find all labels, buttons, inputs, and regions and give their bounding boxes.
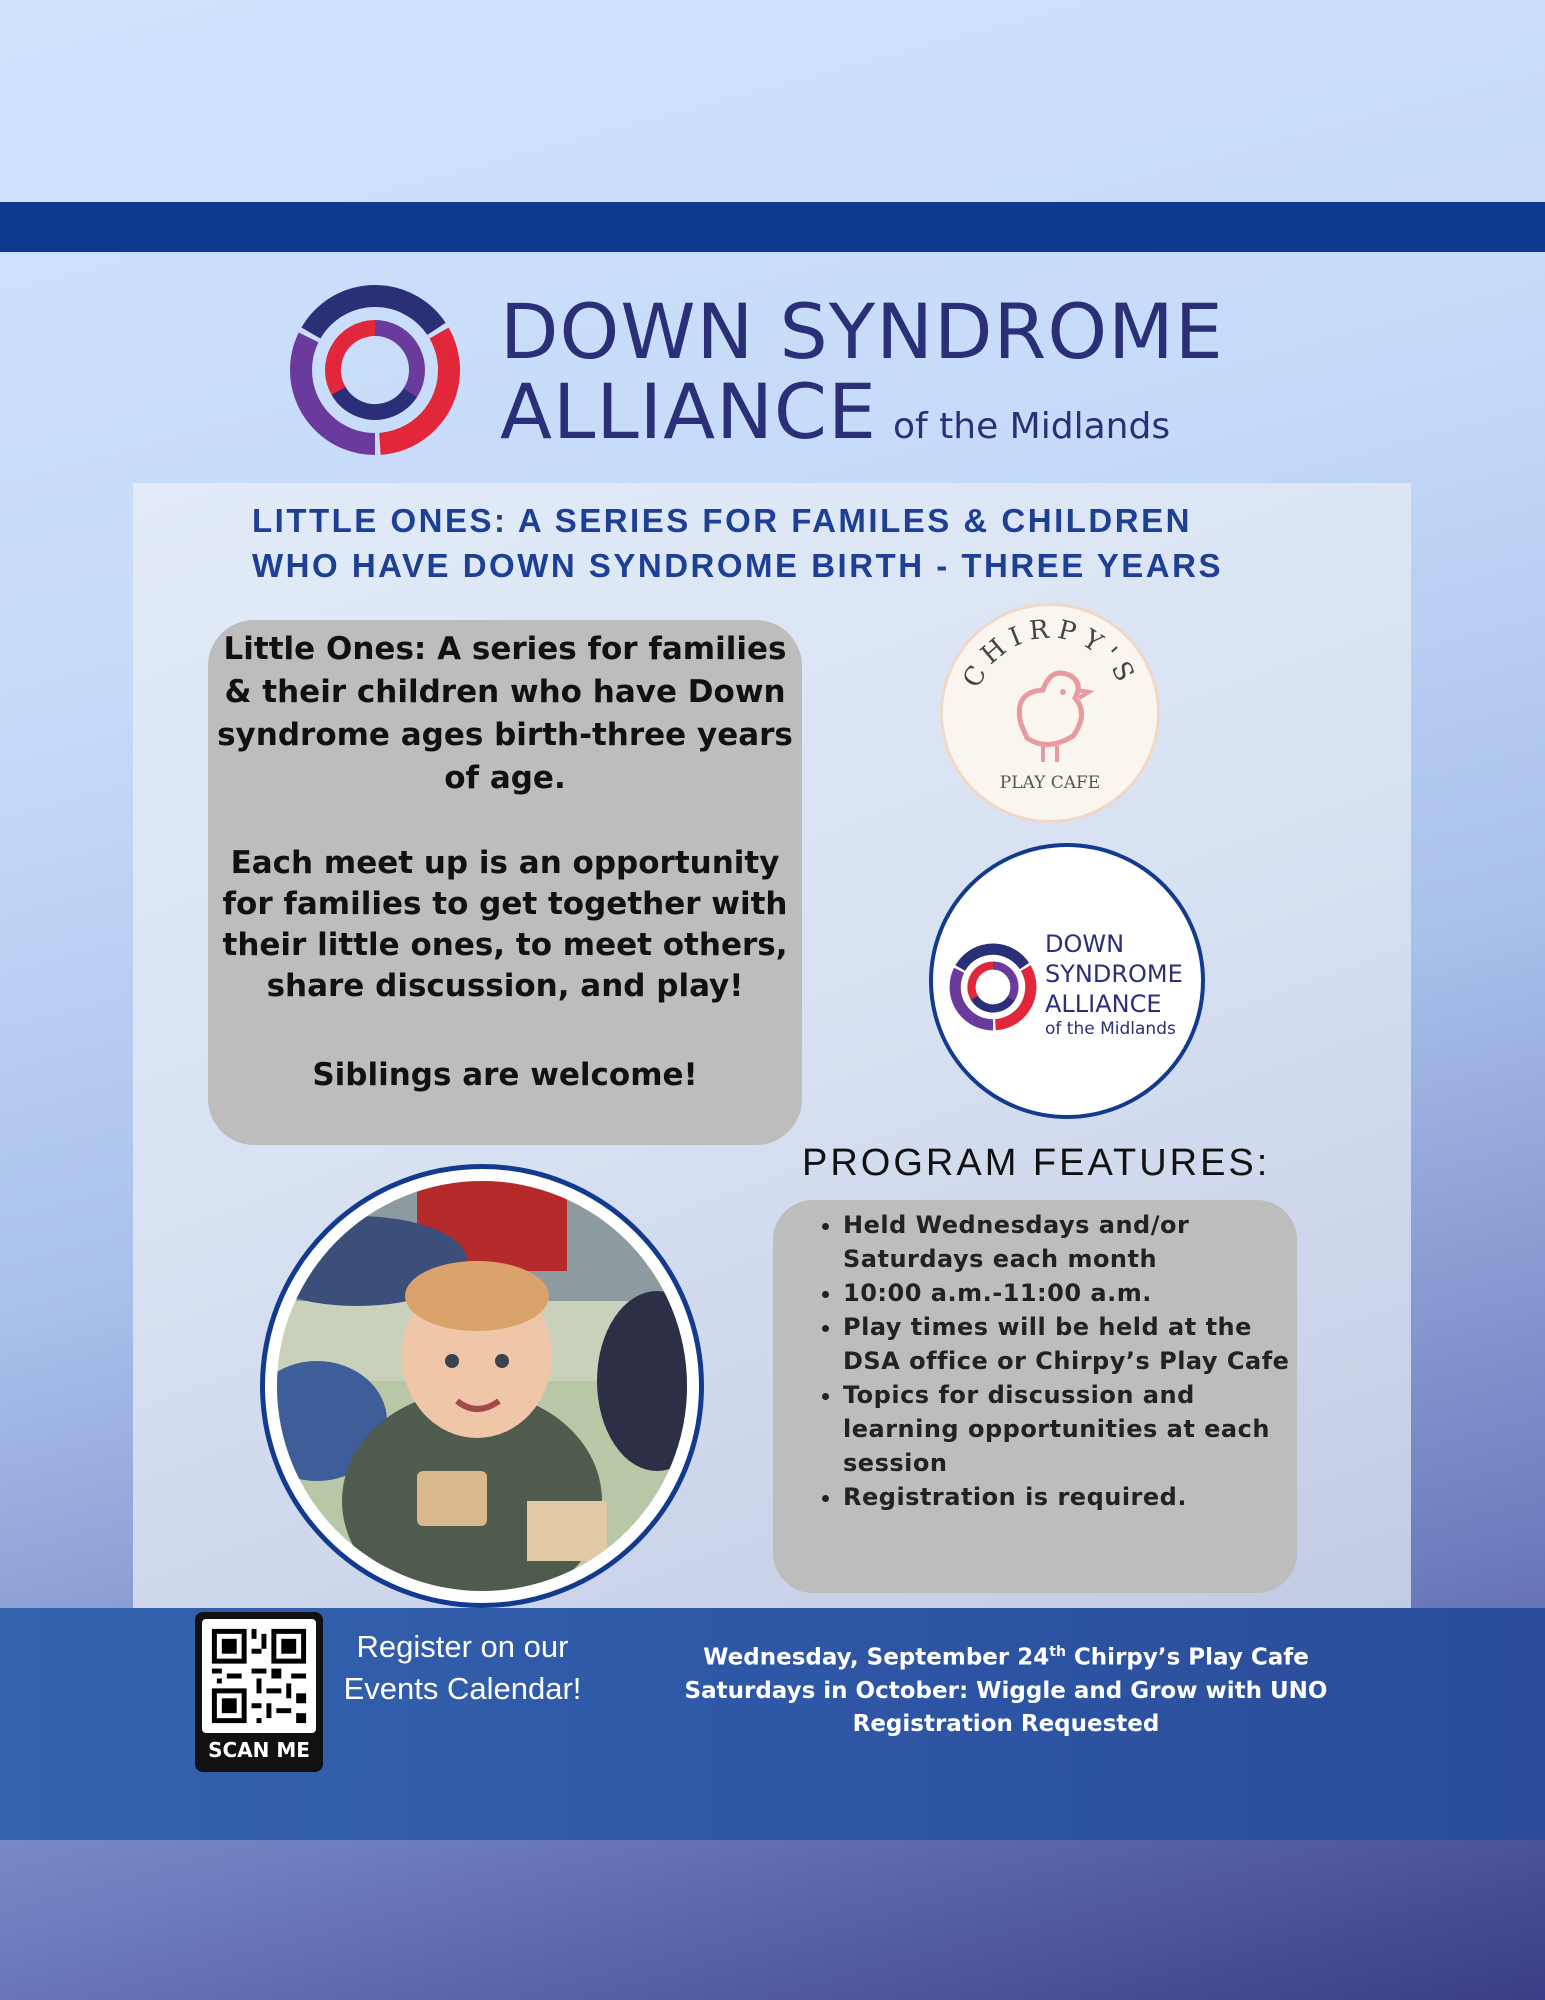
qr-code-pattern <box>202 1619 316 1733</box>
brand-line-2 <box>500 367 1224 467</box>
feature-item: • 10:00 a.m.-11:00 a.m. <box>843 1276 1313 1310</box>
program-features-title: PROGRAM FEATURES: <box>802 1142 1271 1184</box>
child-photo-image <box>277 1181 687 1591</box>
dsa-mini-line-4: of the Midlands <box>1045 1019 1176 1039</box>
heading-line-2: WHO HAVE DOWN SYNDROME BIRTH - THREE YEARS <box>252 547 1223 584</box>
brand-sub: of the Midlands <box>893 406 1171 447</box>
child-photo <box>260 1164 704 1608</box>
chirpy-name: CHIRPY'S <box>957 614 1143 693</box>
page-heading <box>252 498 1223 588</box>
brand-alliance: ALLIANCE <box>500 367 878 456</box>
scan-me-label: SCAN ME <box>208 1738 310 1762</box>
dsa-mini-line-1: DOWN <box>1045 930 1125 958</box>
intro-paragraph-1: Little Ones: A series for families & their children who have Down syndrome ages birth-three years of age. <box>217 631 793 796</box>
top-band <box>0 202 1545 252</box>
brand-wordmark <box>500 287 1224 467</box>
heading-line-1: LITTLE ONES: A SERIES FOR FAMILES & CHILDREN <box>252 502 1192 539</box>
chirpy-sub: PLAY CAFE <box>999 773 1101 793</box>
event-line-3: Registration Requested <box>852 1710 1160 1737</box>
feature-item: • Held Wednesdays and/or Saturdays each month <box>843 1208 1313 1276</box>
feature-item: • Topics for discussion and learning opportunities at each session <box>843 1378 1313 1480</box>
program-features-list <box>815 1208 1313 1514</box>
event-1-date: Wednesday, September 24 <box>703 1644 1050 1671</box>
chirpy-bird-icon <box>943 606 1157 820</box>
feature-item: • Play times will be held at the DSA office or Chirpy’s Play Cafe <box>843 1310 1313 1378</box>
intro-text <box>208 628 802 1140</box>
qr-code[interactable] <box>195 1612 323 1772</box>
dsa-circle-logo <box>929 843 1205 1119</box>
intro-paragraph-3: Siblings are welcome! <box>312 1057 698 1093</box>
event-1-suffix: th <box>1049 1644 1066 1660</box>
dsa-swirl-logo-icon <box>285 280 465 460</box>
dsa-mini-swirl-icon <box>947 941 1039 1033</box>
event-line-1 <box>676 1636 1336 1675</box>
event-line-2: Saturdays in October: Wiggle and Grow with UNO <box>684 1677 1328 1704</box>
intro-paragraph-2: Each meet up is an opportunity for families to get together with their little ones, to meet others, share discussion, and play! <box>222 845 788 1004</box>
event-dates <box>676 1636 1336 1741</box>
feature-item: • Registration is required. <box>843 1480 1313 1514</box>
register-text[interactable]: Register on our Events Calendar! <box>343 1629 582 1706</box>
event-1-venue: Chirpy’s Play Cafe <box>1065 1644 1309 1671</box>
dsa-mini-line-3: ALLIANCE <box>1045 990 1162 1018</box>
dsa-mini-line-2: SYNDROME <box>1045 960 1183 988</box>
chirpys-play-cafe-logo <box>940 603 1160 823</box>
brand-line-1: DOWN SYNDROME <box>500 287 1224 376</box>
dsa-mini-wordmark <box>1045 929 1183 1039</box>
